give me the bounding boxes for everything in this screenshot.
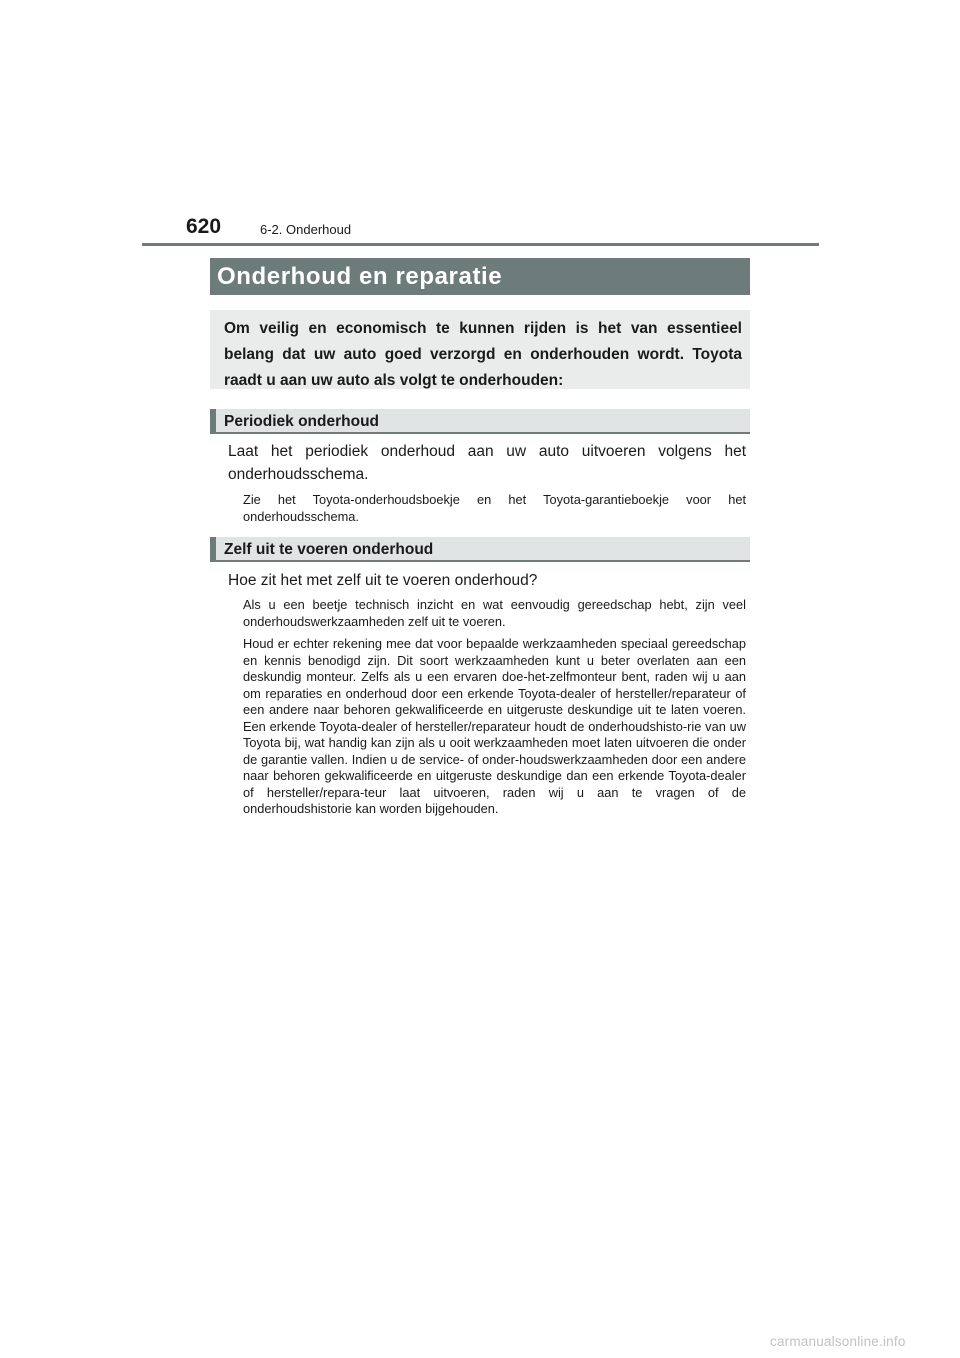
page-number: 620	[186, 215, 222, 238]
header-rule	[142, 243, 819, 246]
watermark: carmanualsonline.info	[770, 1334, 906, 1349]
section-reference: 6-2. Onderhoud	[260, 222, 352, 237]
intro-text: Om veilig en economisch te kunnen rijden is het van essentieel belang dat uw auto goed verzorgd en onderhouden wordt. Toyota raadt u aan uw auto als volgt te onderhouden:	[224, 320, 742, 389]
self-maintenance-body: Hoe zit het met zelf uit te voeren onderhoud?	[228, 572, 538, 589]
subheading-self-maintenance	[210, 537, 750, 562]
periodic-maintenance-note: Zie het Toyota-onderhoudsboekje en het Toyota-garantieboekje voor het onderhoudsschema.	[243, 492, 746, 524]
periodic-maintenance-body: Laat het periodiek onderhoud aan uw auto uitvoeren volgens het onderhoudsschema.	[228, 443, 746, 483]
self-maintenance-note-2: Houd er echter rekening mee dat voor bepaalde werkzaamheden speciaal gereedschap en kennis benodigd zijn. Dit soort werkzaamheden kunt u beter overlaten aan een deskundig monteur. Zelfs als u een ervaren doe-het-zelfmonteur bent, raden wij u aan om reparaties en onderhoud door een erkende Toyota-dealer of hersteller/reparateur of een andere naar behoren gekwalificeerde en uitgeruste deskundige uit te laten voeren. Een erkende Toyota-dealer of hersteller/reparateur houdt de onderhoudshisto-rie van uw Toyota bij, wat handig kan zijn als u ooit werkzaamheden moet laten uitvoeren die onder de garantie vallen. Indien u de service- of onder-houdswerkzaamheden door een andere naar behoren gekwalificeerde en uitgeruste deskundige dan een erkende Toyota-dealer of hersteller/repara-teur laat uitvoeren, raden wij u aan te vragen of de onderhoudshistorie kan worden bijgehouden.	[243, 636, 746, 816]
intro-box	[210, 310, 750, 389]
page-title: Onderhoud en reparatie	[217, 263, 503, 290]
page-title-bar	[210, 258, 750, 295]
subheading-label: Zelf uit te voeren onderhoud	[224, 541, 434, 558]
subheading-periodic-maintenance	[210, 409, 750, 434]
subheading-label: Periodiek onderhoud	[224, 413, 380, 430]
self-maintenance-note-1: Als u een beetje technisch inzicht en wat eenvoudig gereedschap hebt, zijn veel onderhoudswerkzaamheden zelf uit te voeren.	[243, 597, 746, 629]
